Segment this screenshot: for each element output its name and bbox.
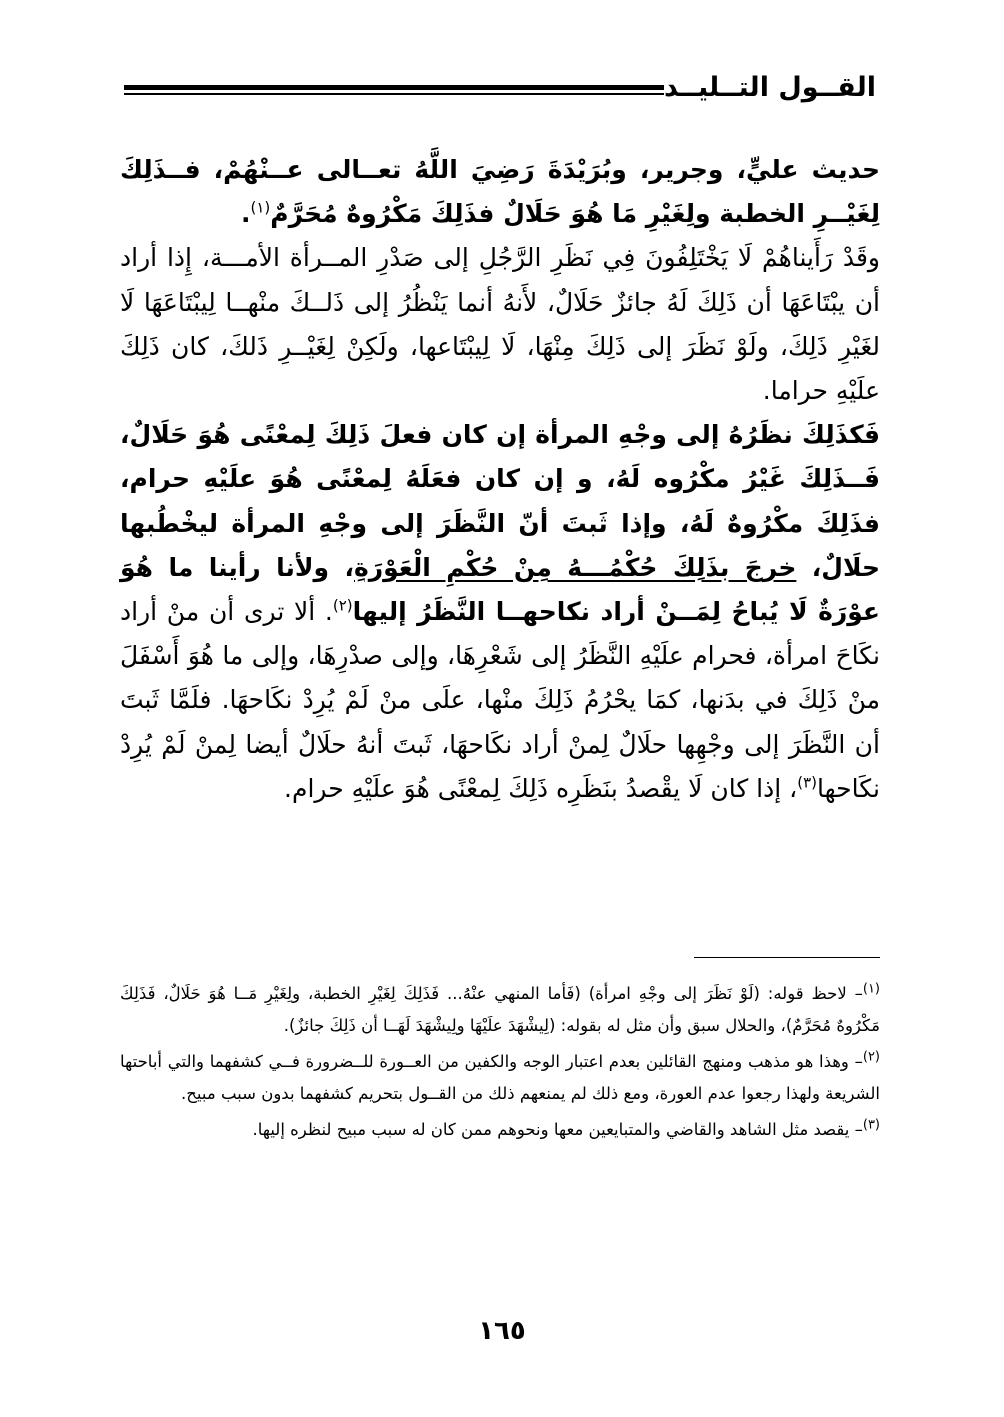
footnote-3-text: – يقصد مثل الشاهد والقاضي والمتبايعين معها ونحوهم ممن كان له سبب مبيح لنظره إليها. <box>252 1120 863 1139</box>
footnote-ref-2: (٢) <box>332 596 353 615</box>
footnote-2-text: – وهذا هو مذهب ومنهج القائلين بعدم اعتبار الوجه والكفين من العــورة للــضرورة فــي كشفهما والتي أباحتها الشريعة ولهذا رجعوا عدم العورة، ومع ذلك لم يمنعهم ذلك من القــول بتحريم كشفهما بدون سبب مبيح. <box>120 1052 880 1103</box>
footnote-1-text: – لاحظ قوله: (لَوْ نَظَرَ إلى وجْهِ امرأة) (فَأما المنهي عنْهُ... فَذَلِكَ لِغَيْرِ الخطبة، ولِغَيْرِ مَــا هُوَ حَلَالٌ، فَذَلِكَ مَكْرُوهٌ مُحَرَّمٌ)، والحلال سبق وأن مثل له بقوله: (لِيشْهَدَ علَيْهَا ولِيشْهَدَ لَهَــا أن ذَلِكَ جائزٌ). <box>120 984 880 1035</box>
header-double-rule <box>124 85 664 95</box>
paragraph-3-bold-a: فَكذَلِكَ نظَرُهُ إلى وجْهِ المرأة إن كان فعلَ ذَلِكَ لِمعْنًى هُوَ حَلَالٌ، فَــذَلِكَ غَيْرُ مكْرُوه لَهُ، و إن كان فعَلَهُ لِمعْنًى هُوَ علَيْهِ حرام، فذَلِكَ مكْرُوهٌ لَهُ، وإذا ثَبتَ أنّ النَّظَرَ إلى وجْهِ المرأة ليخْطُبها حلَالٌ، <box>120 420 880 582</box>
footnote-ref-1: (١) <box>250 198 271 217</box>
page-number: ١٦٥ <box>478 1316 526 1346</box>
paragraph-1 <box>120 148 880 236</box>
paragraph-2: وقَدْ رَأَيناهُمْ لَا يَخْتَلِفُونَ فِي نَظَرِ الرَّجُلِ إلى صَدْرِ المــرأة الأمـــة، إِذا أراد أن يبْتَاعَهَا أن ذَلِكَ لَهُ جائزٌ حَلَالٌ، لأَنهُ أنما يَنْظُرُ إلى ذَلــكَ منْهــا لِيبْتَاعَهَا لَا لغَيْرِ ذَلِكَ، ولَوْ نَظَرَ إلى ذَلِكَ مِنْهَا، لَا لِيبْتَاعها، ولَكِنْ لِغَيْــرِ ذَلكَ، كان ذَلِكَ علَيْهِ حراما. <box>120 243 880 406</box>
footnote-separator <box>694 957 880 958</box>
footnotes <box>120 978 880 1150</box>
footnote-1-number: (١) <box>862 981 880 997</box>
paragraph-3 <box>120 413 880 811</box>
paragraph-3-end: ، إذا كان لَا يقْصدُ بنَظَرِه ذَلِكَ لِمعْنًى هُوَ علَيْهِ حرام. <box>284 773 798 803</box>
paragraph-1-end: . <box>240 199 251 229</box>
paragraph-3-rest: . ألا ترى أن منْ أراد نكَاحَ امرأة، فحرام علَيْهِ النَّظَرُ إلى شَعْرِهَا، وإلى صدْرِهَا، وإلى ما هُوَ أَسْفَلَ منْ ذَلِكَ في بدَنها، كمَا يحْرُمُ ذَلِكَ منْها، علَى منْ لَمْ يُرِدْ نكَاحهَا. فلَمَّا ثَبتَ أن النَّظَرَ إلى وجْهِها حلَالٌ لِمنْ أراد نكَاحهَا، ثَبتَ أنهُ حلَالٌ أيضا لِمنْ لَمْ يُرِدْ نكَاحها <box>120 597 880 803</box>
footnote-3 <box>120 1114 880 1146</box>
footnote-2-number: (٢) <box>862 1049 880 1065</box>
paragraph-1-text: حديث عليٍّ، وجرير، وبُرَيْدَةَ رَضِيَ اللَّهُ تعــالى عــنْهُمْ، فــذَلِكَ لِغَيْــرِ الخطبة ولِغَيْرِ مَا هُوَ حَلَالٌ فذَلِكَ مَكْرُوهٌ مُحَرَّمٌ <box>120 155 880 229</box>
footnote-ref-3: (٣) <box>797 773 818 792</box>
footnote-3-number: (٣) <box>862 1117 880 1133</box>
footnote-1 <box>120 978 880 1042</box>
paragraph-3-underlined: خرجَ بذَلِكَ حُكْمُـــهُ مِنْ حُكْمِ الْعَوْرَةِ <box>353 552 797 582</box>
paragraph-3-bold-b: ، ولأنا رأينا ما هُوَ عوْرَةٌ لَا يُباحُ لِمَــنْ أراد نكاحهــا النَّظَرُ إليها <box>120 552 880 627</box>
footnote-2 <box>120 1046 880 1110</box>
running-header <box>124 70 876 110</box>
header-rule-thick <box>124 85 664 90</box>
main-text <box>120 148 880 811</box>
book-title: القــول التــليــد <box>663 72 876 103</box>
header-rule-thin <box>124 93 664 95</box>
